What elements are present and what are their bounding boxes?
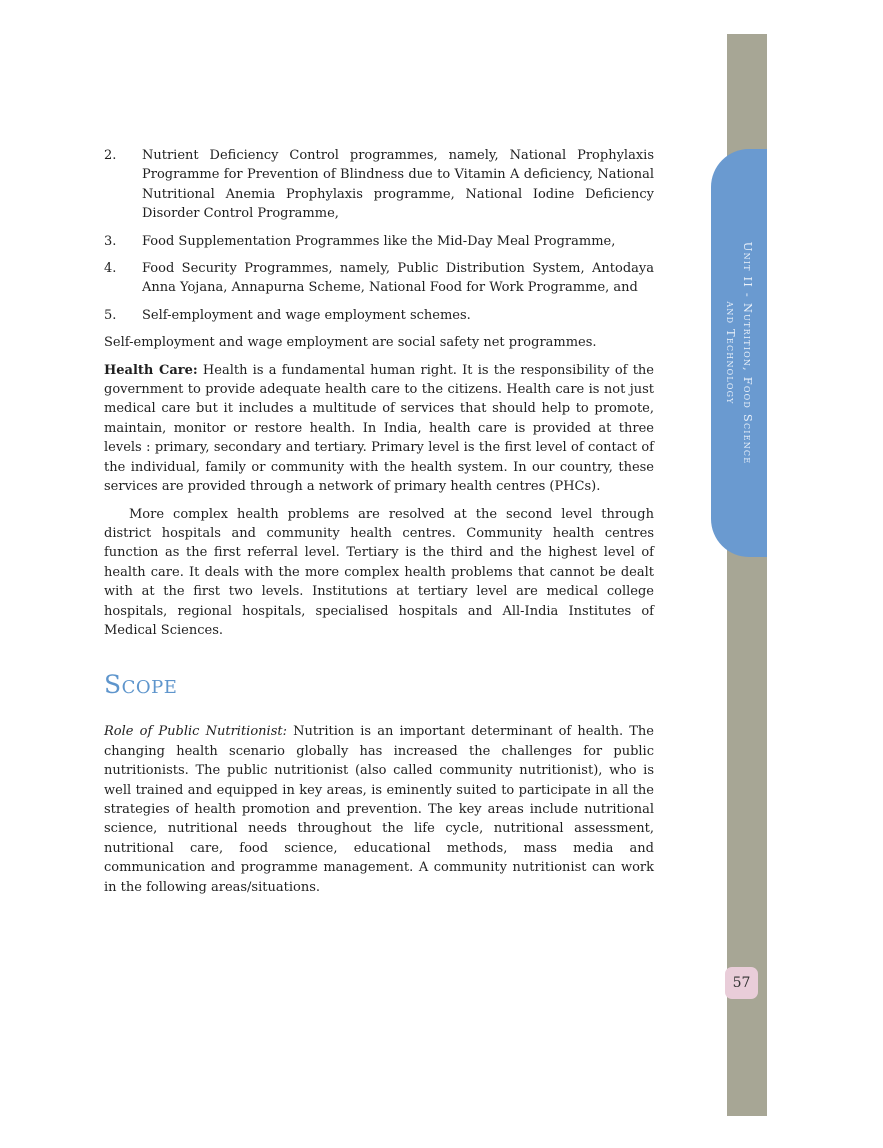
health-care-text: Health is a fundamental human right. It is the responsibility of the government to provide adequate health care to the citizens. Health care is not just medical care but it includes a multitude of services that should help to promote, maintain, monitor or restore health. In India, health care is provided at three levels : primary, secondary and tertiary. Primary level is the first level of contact of the individual, family or community with the health system. In our country, these services are provided through a network of primary health centres (PHCs). <box>104 362 654 495</box>
page-content <box>104 146 654 905</box>
scope-heading: Scope <box>104 670 178 700</box>
list-number: 4. <box>104 261 117 277</box>
list-text: Food Supplementation Programmes like the Mid-Day Meal Programme, <box>142 233 616 249</box>
health-care-paragraph <box>104 361 654 497</box>
scope-paragraph <box>104 722 654 897</box>
unit-title-line2: and Technology <box>724 301 738 405</box>
complex-problems-paragraph: More complex health problems are resolved at the second level through district hospitals and community health centres. Community health centres function as the first referral level. Tertiary is the third and the highest level of health care. It deals with the more complex health problems that cannot be dealt with at the first two levels. Institutions at tertiary level are medical college hospitals, regional hospitals, specialised hospitals and All-India Institutes of Medical Sciences. <box>104 506 654 638</box>
list-item <box>104 306 654 325</box>
unit-title-line1: Unit II - Nutrition, Food Science <box>741 241 755 465</box>
list-number: 5. <box>104 307 117 323</box>
list-text: Self-employment and wage employment schemes. <box>142 307 471 323</box>
list-text: Nutrient Deficiency Control programmes, namely, National Prophylaxis Programme for Prevention of Blindness due to Vitamin A deficiency, National Nutritional Anemia Prophylaxis programme, National Iodine Deficiency Disorder Control Programme, <box>142 148 654 222</box>
health-care-term: Health Care: <box>104 362 198 378</box>
programme-list <box>104 146 654 325</box>
list-number: 3. <box>104 233 117 249</box>
list-item <box>104 232 654 251</box>
role-term: Role of Public Nutritionist: <box>104 724 287 740</box>
page-number: 57 <box>725 967 758 999</box>
scope-text: Nutrition is an important determinant of health. The changing health scenario globally has increased the challenges for public nutritionists. The public nutritionist (also called community nutritionist), who is well trained and equipped in key areas, is eminently suited to participate in all the strategies of health promotion and prevention. The key areas include nutritional science, nutritional needs throughout the life cycle, nutritional assessment, nutritional care, food science, educational methods, mass media and communication and programme management. A community nutritionist can work in the following areas/situations. <box>104 724 654 895</box>
list-item <box>104 146 654 224</box>
list-text: Food Security Programmes, namely, Public Distribution System, Antodaya Anna Yojana, Annapurna Scheme, National Food for Work Programme, and <box>142 261 654 296</box>
unit-title <box>722 153 756 553</box>
list-number: 2. <box>104 148 117 163</box>
safety-net-paragraph: Self-employment and wage employment are social safety net programmes. <box>104 335 597 351</box>
list-item <box>104 259 654 298</box>
